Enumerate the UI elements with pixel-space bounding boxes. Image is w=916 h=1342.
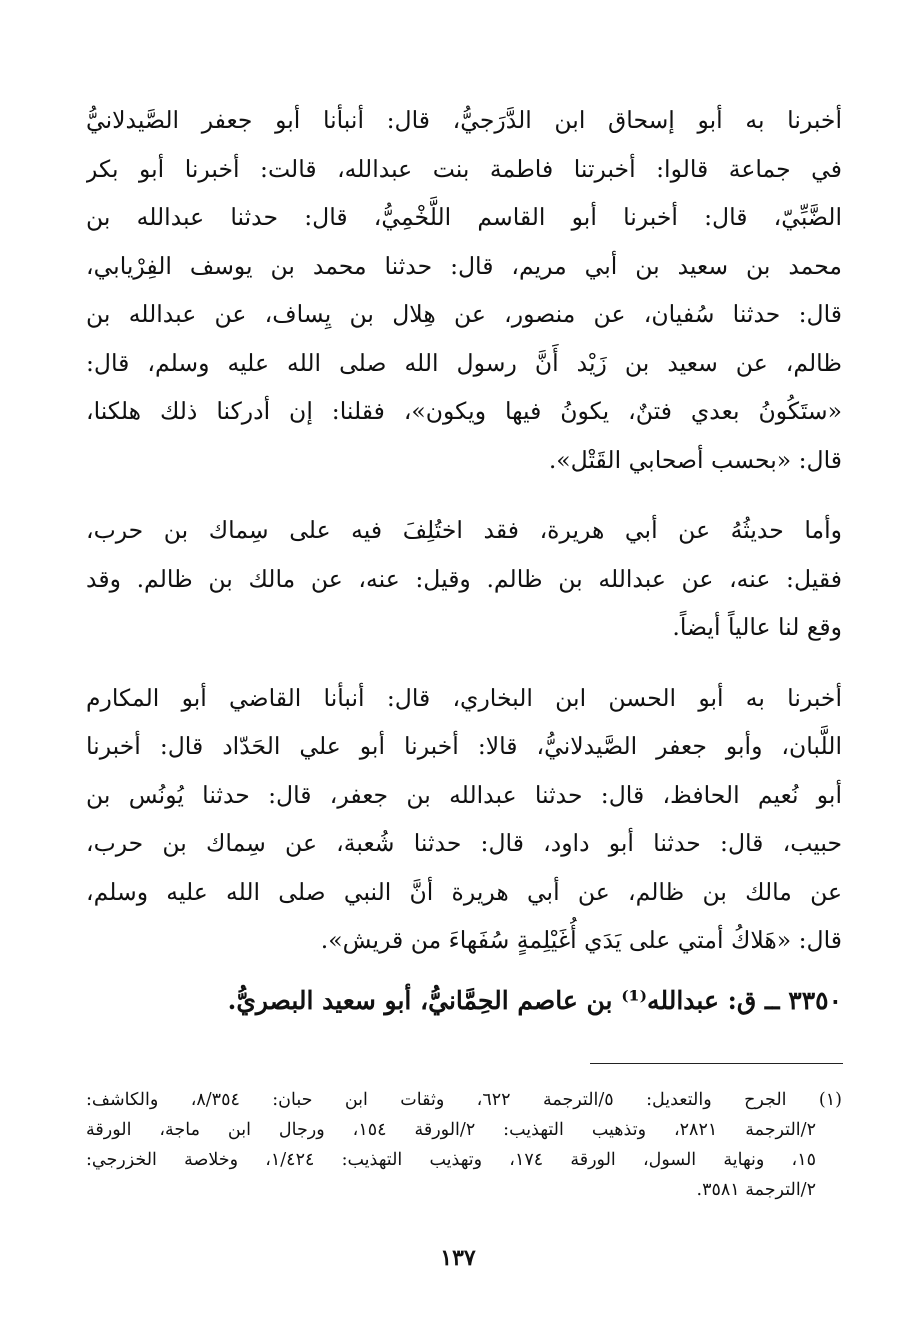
text-line: وأما حديثُهُ عن أبي هريرة، فقد اختُلِفَ فيه على سِماك بن حرب، bbox=[86, 516, 842, 544]
entry-heading: ٣٣٥٠ ــ ق: عبدالله⁽¹⁾ بن عاصم الحِمَّانيُّ، أبو سعيد البصريُّ. bbox=[227, 985, 842, 1015]
text-line: «ستَكُونُ بعدي فتنٌ، يكونُ فيها ويكون»، فقلنا: إن أدركنا ذلك هلكنا، bbox=[86, 397, 842, 425]
text-line: قال: حدثنا سُفيان، عن منصور، عن هِلال بن يِساف، عن عبدالله بن bbox=[86, 300, 842, 328]
text-line: ظالم، عن سعيد بن زَيْد أَنَّ رسول الله صلى الله عليه وسلم، قال: bbox=[86, 348, 842, 377]
footnote-line: (١) الجرح والتعديل: ٥/الترجمة ٦٢٢، وثقات ابن حبان: ٨/٣٥٤، والكاشف: bbox=[86, 1090, 842, 1110]
text-line: الضَّبِّيّ، قال: أخبرنا أبو القاسم اللَّخْمِيُّ، قال: حدثنا عبدالله بن bbox=[86, 203, 842, 231]
footnote-line: ١٥، ونهاية السول، الورقة ١٧٤، وتهذيب التهذيب: ١/٤٢٤، وخلاصة الخزرجي: bbox=[86, 1150, 816, 1170]
page-number: ١٣٧ bbox=[440, 1245, 476, 1271]
text-line: قال: «هَلاكُ أمتي على يَدَي أُغَيْلِمةٍ سُفَهاءَ من قريش». bbox=[320, 926, 842, 954]
main-text bbox=[86, 96, 842, 1025]
paragraph-2 bbox=[86, 506, 842, 652]
text-line: قال: «بحسب أصحابي القَتْل». bbox=[548, 445, 842, 474]
text-line: وقع لنا عالياً أيضاً. bbox=[672, 613, 842, 641]
text-line: في جماعة قالوا: أخبرتنا فاطمة بنت عبدالله، قالت: أخبرنا أبو بكر bbox=[86, 154, 842, 183]
paragraph-gap bbox=[86, 965, 842, 977]
text-line: فقيل: عنه، عن عبدالله بن ظالم. وقيل: عنه، عن مالك بن ظالم. وقد bbox=[86, 564, 842, 593]
text-line: حبيب، قال: حدثنا أبو داود، قال: حدثنا شُعبة، عن سِماك بن حرب، bbox=[86, 829, 842, 857]
footnote-line: ٢/الترجمة ٣٥٨١. bbox=[696, 1180, 816, 1200]
text-line: أخبرنا به أبو إسحاق ابن الدَّرَجيُّ، قال: أنبأنا أبو جعفر الصَّيدلانيُّ bbox=[86, 106, 842, 134]
text-line: أبو نُعيم الحافظ، قال: حدثنا عبدالله بن جعفر، قال: حدثنا يُونُس بن bbox=[86, 780, 842, 809]
paragraph-3 bbox=[86, 674, 842, 965]
text-line: عن مالك بن ظالم، عن أبي هريرة أنَّ النبي صلى الله عليه وسلم، bbox=[86, 877, 842, 906]
paragraph-1 bbox=[86, 96, 842, 484]
text-line: محمد بن سعيد بن أبي مريم، قال: حدثنا محمد بن يوسف الفِرْيابي، bbox=[86, 251, 842, 280]
paragraph-gap bbox=[86, 484, 842, 506]
footnote-line: ٢/الترجمة ٢٨٢١، وتذهيب التهذيب: ٢/الورقة ١٥٤، ورجال ابن ماجة، الورقة bbox=[86, 1120, 816, 1140]
paragraph-gap bbox=[86, 652, 842, 674]
footnote-divider bbox=[590, 1063, 843, 1064]
footnotes bbox=[86, 1085, 842, 1205]
text-line: أخبرنا به أبو الحسن ابن البخاري، قال: أنبأنا القاضي أبو المكارم bbox=[86, 683, 842, 712]
text-line: اللَّبان، وأبو جعفر الصَّيدلانيُّ، قالا: أخبرنا أبو علي الحَدّاد قال: أخبرنا bbox=[86, 732, 842, 760]
